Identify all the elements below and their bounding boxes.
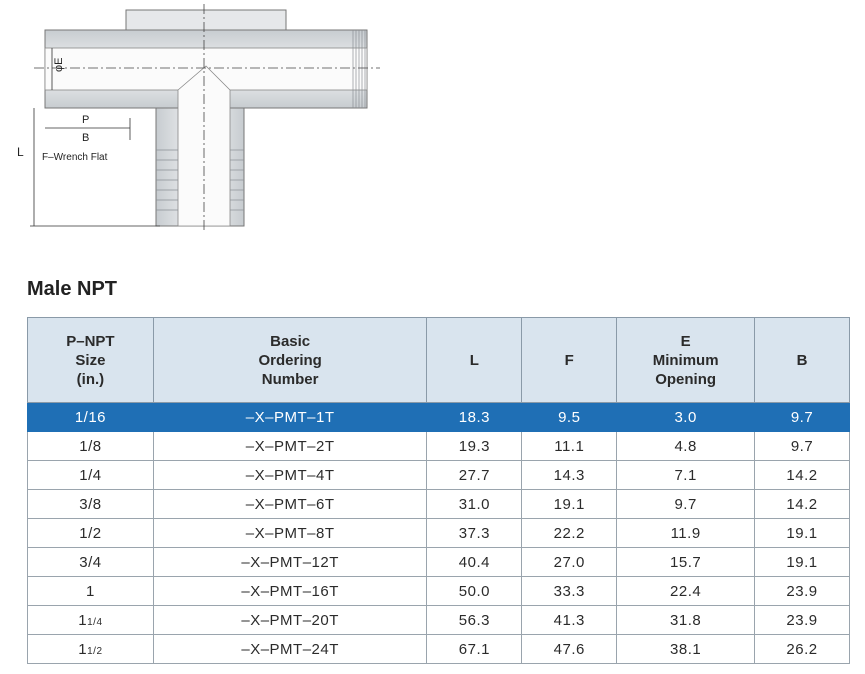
b-cell: 23.9 [755, 577, 850, 606]
size-fraction: 1/2 [87, 645, 103, 657]
f-cell: 22.2 [522, 519, 617, 548]
l-cell: 56.3 [427, 606, 522, 635]
dim-f-label: F–Wrench Flat [42, 152, 108, 163]
b-cell: 14.2 [755, 461, 850, 490]
size-cell: 1 [28, 577, 154, 606]
b-cell: 9.7 [755, 403, 850, 432]
tee-fitting-diagram [0, 0, 400, 250]
table-row[interactable] [28, 461, 850, 490]
b-cell: 14.2 [755, 490, 850, 519]
size-cell: 1/2 [28, 519, 154, 548]
table-row[interactable] [28, 548, 850, 577]
ordering-number-cell: –X–PMT–4T [153, 461, 427, 490]
l-cell: 18.3 [427, 403, 522, 432]
l-cell: 67.1 [427, 635, 522, 664]
b-cell: 9.7 [755, 432, 850, 461]
ordering-number-cell: –X–PMT–2T [153, 432, 427, 461]
header-f: F [522, 318, 617, 403]
f-cell: 9.5 [522, 403, 617, 432]
e-cell: 22.4 [617, 577, 755, 606]
l-cell: 37.3 [427, 519, 522, 548]
e-cell: 15.7 [617, 548, 755, 577]
size-cell: 11/2 [28, 635, 154, 664]
l-cell: 31.0 [427, 490, 522, 519]
dim-b-label: B [82, 132, 90, 144]
table-row[interactable] [28, 606, 850, 635]
l-cell: 19.3 [427, 432, 522, 461]
f-cell: 47.6 [522, 635, 617, 664]
l-cell: 40.4 [427, 548, 522, 577]
e-cell: 3.0 [617, 403, 755, 432]
b-cell: 26.2 [755, 635, 850, 664]
ordering-number-cell: –X–PMT–20T [153, 606, 427, 635]
e-cell: 31.8 [617, 606, 755, 635]
ordering-number-cell: –X–PMT–16T [153, 577, 427, 606]
spec-table [27, 317, 850, 664]
header-size: P–NPT Size (in.) [28, 318, 154, 403]
size-cell: 3/8 [28, 490, 154, 519]
f-cell: 14.3 [522, 461, 617, 490]
ordering-number-cell: –X–PMT–8T [153, 519, 427, 548]
dim-p-label: P [82, 114, 90, 126]
table-row[interactable] [28, 403, 850, 432]
ordering-number-cell: –X–PMT–24T [153, 635, 427, 664]
size-cell: 1/8 [28, 432, 154, 461]
size-cell: 1/4 [28, 461, 154, 490]
b-cell: 19.1 [755, 519, 850, 548]
section-title: Male NPT [27, 278, 118, 300]
header-ordering-number: Basic Ordering Number [153, 318, 427, 403]
f-cell: 41.3 [522, 606, 617, 635]
table-header-row [28, 318, 850, 403]
l-cell: 50.0 [427, 577, 522, 606]
b-cell: 23.9 [755, 606, 850, 635]
e-cell: 11.9 [617, 519, 755, 548]
f-cell: 19.1 [522, 490, 617, 519]
table-row[interactable] [28, 432, 850, 461]
l-cell: 27.7 [427, 461, 522, 490]
dim-l-label: L [17, 145, 24, 159]
table-row[interactable] [28, 490, 850, 519]
ordering-number-cell: –X–PMT–1T [153, 403, 427, 432]
ordering-number-cell: –X–PMT–12T [153, 548, 427, 577]
table-row[interactable] [28, 635, 850, 664]
e-cell: 9.7 [617, 490, 755, 519]
f-cell: 27.0 [522, 548, 617, 577]
header-b: B [755, 318, 850, 403]
f-cell: 33.3 [522, 577, 617, 606]
dim-e-label: φE [53, 57, 65, 72]
f-cell: 11.1 [522, 432, 617, 461]
e-cell: 7.1 [617, 461, 755, 490]
header-l: L [427, 318, 522, 403]
size-cell: 11/4 [28, 606, 154, 635]
header-e: E Minimum Opening [617, 318, 755, 403]
size-cell: 3/4 [28, 548, 154, 577]
table-row[interactable] [28, 577, 850, 606]
size-cell: 1/16 [28, 403, 154, 432]
e-cell: 38.1 [617, 635, 755, 664]
b-cell: 19.1 [755, 548, 850, 577]
ordering-number-cell: –X–PMT–6T [153, 490, 427, 519]
table-row[interactable] [28, 519, 850, 548]
size-fraction: 1/4 [87, 616, 103, 628]
e-cell: 4.8 [617, 432, 755, 461]
